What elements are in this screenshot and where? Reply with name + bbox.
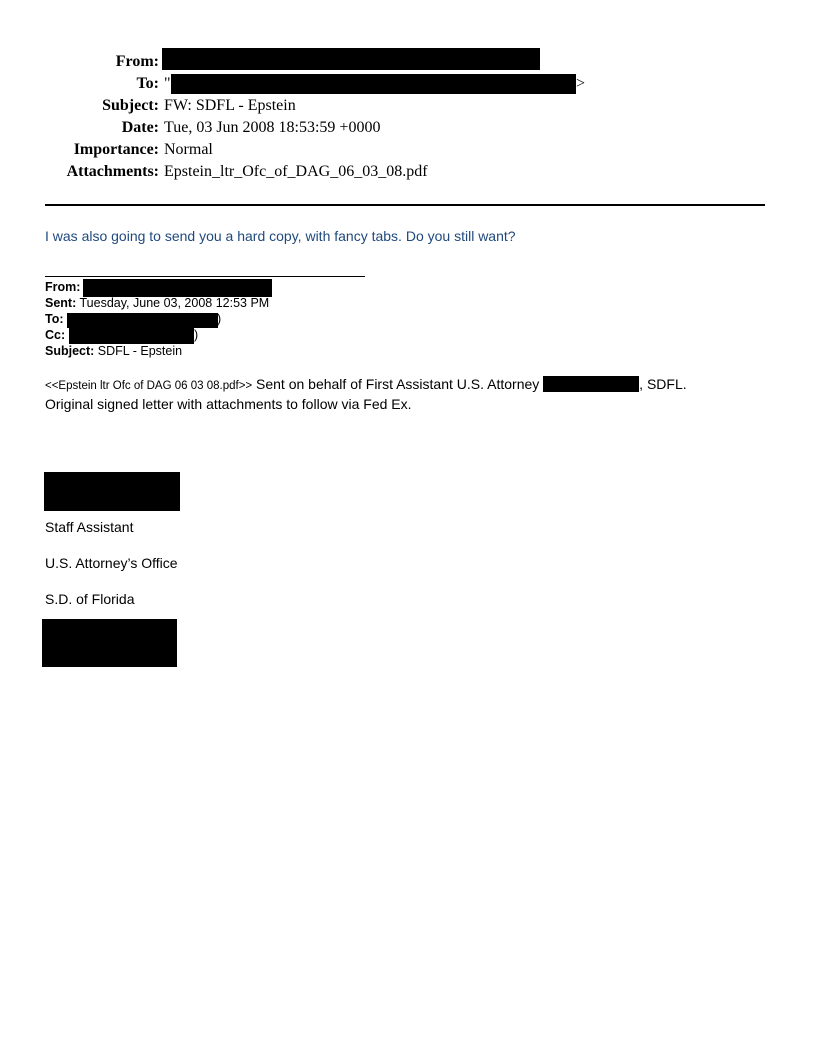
signature-name-redaction [44,472,180,511]
fw-body-line1 [45,376,687,392]
fw-to-redaction [67,313,218,328]
fw-sent-label: Sent: [45,296,77,310]
fw-to-label: To: [45,312,64,326]
date-label: Date: [121,119,159,136]
fw-cc-label: Cc: [45,328,66,342]
signature-district: S.D. of Florida [45,591,135,607]
fw-subject-label: Subject: [45,344,95,358]
fw-subject-value: SDFL - Epstein [97,344,183,358]
subject-label: Subject: [102,97,159,114]
fw-to-suffix: ) [217,312,222,326]
fw-sent-value: Tuesday, June 03, 2008 12:53 PM [79,296,270,310]
importance-label: Importance: [73,141,159,158]
signature-contact-redaction [42,619,177,667]
fw-attachment-ref[interactable]: <<Epstein ltr Ofc of DAG 06 03 08.pdf>> [45,380,253,392]
fw-from-redaction [83,279,272,297]
fw-body-line2: Original signed letter with attachments to follow via Fed Ex. [45,396,412,412]
attachments-value[interactable]: Epstein_ltr_Ofc_of_DAG_06_03_08.pdf [164,163,428,180]
signature-office: U.S. Attorney’s Office [45,555,178,571]
to-suffix: > [576,75,586,92]
message-text: I was also going to send you a hard copy, with fancy tabs. Do you still want? [45,228,516,244]
date-value: Tue, 03 Jun 2008 18:53:59 +0000 [164,119,381,136]
signature-title: Staff Assistant [45,519,134,535]
fw-cc-suffix: ) [194,328,199,342]
to-prefix: " [164,75,171,92]
header-divider [45,204,765,206]
from-label: From: [115,53,159,70]
fw-body-part1: Sent on behalf of First Assistant U.S. Attorney [252,376,544,392]
importance-value: Normal [164,141,213,158]
fw-name-redaction [543,376,639,392]
subject-value: FW: SDFL - Epstein [164,97,296,114]
fw-from-label: From: [45,280,81,294]
fw-body-part2: , SDFL. [639,376,687,392]
fw-cc-redaction [69,328,194,344]
attachments-label: Attachments: [66,163,159,180]
forward-divider [45,276,365,277]
to-redaction [171,74,576,94]
from-redaction [162,48,540,70]
to-label: To: [136,75,159,92]
